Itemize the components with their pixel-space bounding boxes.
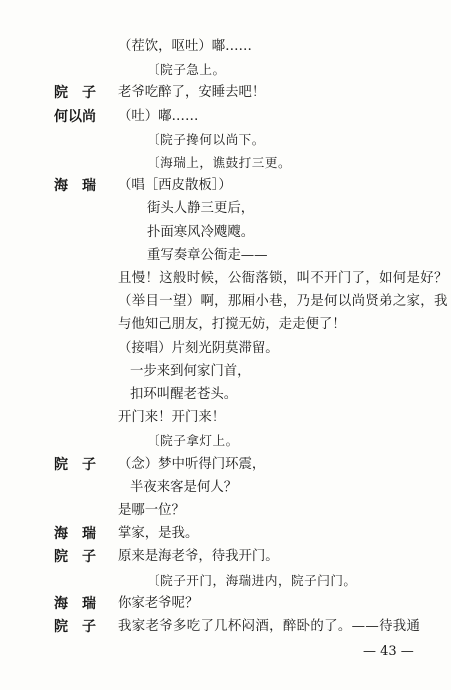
- verse-line: [0, 383, 451, 407]
- speaker-name: 院 子: [54, 549, 96, 566]
- page-number: — 43 —: [363, 644, 414, 660]
- line-text: （茬饮，呕吐）嘟……: [118, 39, 252, 54]
- line-text: 半夜来客是何人？: [130, 479, 238, 495]
- line-text: 与他知己朋友，打搅无妨，走走便了！: [118, 317, 346, 333]
- line-text: 且慢！这般时候，公衙落锁，叫不开门了，如何是好？: [118, 271, 448, 286]
- speaker-name: 院 子: [54, 456, 96, 473]
- script-line: [0, 545, 451, 569]
- line-text: 重写奏章公衙走——: [147, 247, 268, 263]
- stage-direction: [0, 58, 451, 82]
- stage-direction: [0, 569, 451, 593]
- stage-direction: [0, 128, 451, 152]
- line-text: （举目一望）啊，那厢小巷，乃是何以尚贤弟之家，我: [118, 294, 448, 310]
- line-text: 〔院子搀何以尚下。: [147, 131, 265, 147]
- speaker-name: 海 瑞: [54, 178, 96, 195]
- line-text: 〔海瑞上，谯鼓打三更。: [147, 155, 292, 170]
- script-line: [0, 522, 451, 546]
- line-text: （吐）嘟……: [118, 108, 199, 124]
- script-line: [0, 615, 451, 639]
- line-text: 〔院子急上。: [147, 62, 226, 78]
- speaker-name: 何以尚: [54, 108, 96, 125]
- line-text: 是哪一位？: [118, 503, 185, 518]
- line-text: 街头人静三更后，: [147, 201, 255, 217]
- line-text: 我家老爷多吃了几杯闷酒，醉卧的了。——待我通: [118, 619, 421, 634]
- script-line: [0, 337, 451, 361]
- line-text: 〔院子开门，海瑞进内，院子闩门。: [147, 572, 357, 588]
- script-line: [0, 592, 451, 616]
- speaker-name: 海 瑞: [54, 595, 96, 612]
- line-text: 原来是海老爷，待我开门。: [118, 549, 279, 565]
- verse-line: [0, 360, 451, 384]
- line-text: 老爷吃醉了，安睡去吧！: [118, 85, 266, 101]
- script-line: [0, 105, 451, 129]
- script-line: [0, 499, 451, 523]
- line-text: 开门来！开门来！: [118, 410, 226, 426]
- stage-direction: [0, 151, 451, 175]
- speaker-name: 海 瑞: [54, 526, 96, 543]
- line-text: 〔院子拿灯上。: [147, 433, 239, 449]
- line-text: （唱［西皮散板］）: [118, 178, 232, 194]
- script-line: [0, 267, 451, 291]
- line-text: 扣环叫醒老苍头。: [130, 387, 238, 402]
- verse-line: [0, 221, 451, 245]
- line-text: 扑面寒风冷飕飕。: [147, 224, 255, 240]
- line-text: 一步来到何家门首，: [130, 363, 251, 379]
- verse-line: [0, 244, 451, 268]
- line-text: （接唱）片刻光阴莫滞留。: [118, 340, 279, 356]
- script-line: [0, 174, 451, 198]
- script-line: [0, 290, 451, 314]
- script-line: [0, 406, 451, 430]
- line-text: 你家老爷呢？: [118, 595, 199, 611]
- script-line: [0, 453, 451, 477]
- script-line: [0, 313, 451, 337]
- speaker-name: 院 子: [54, 619, 96, 635]
- script-line: [0, 81, 451, 105]
- line-text: （念）梦中听得门环震，: [118, 456, 266, 472]
- verse-line: [0, 197, 451, 221]
- speaker-name: 院 子: [54, 85, 96, 102]
- verse-line: [0, 476, 451, 500]
- script-line: [0, 35, 451, 59]
- stage-direction: [0, 429, 451, 453]
- line-text: 掌家，是我。: [118, 526, 199, 542]
